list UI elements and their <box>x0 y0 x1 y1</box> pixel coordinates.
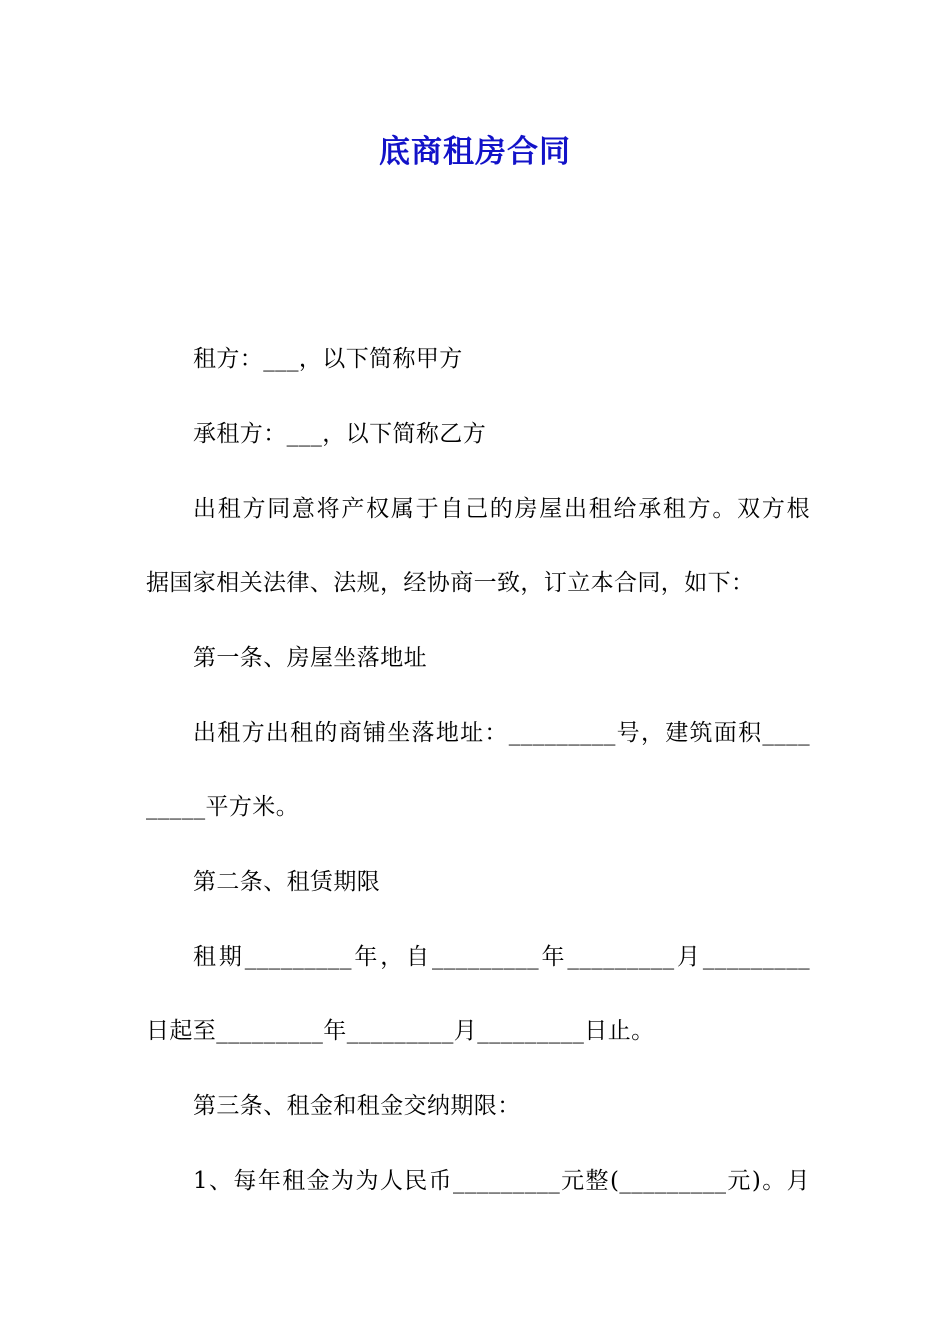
article-3-rent-line-1: 1、每年租金为为人民币_________元整(_________元)。月 <box>193 1168 810 1194</box>
paragraph-lessee: 承租方：___，以下简称乙方 <box>193 421 487 447</box>
article-1-address-line-1: 出租方出租的商铺坐落地址：_________号，建筑面积____ <box>193 720 810 746</box>
article-2-term-line-1: 租期_________年，自_________年_________月_________ <box>193 944 810 970</box>
paragraph-agreement-line-2: 据国家相关法律、法规，经协商一致，订立本合同，如下： <box>146 570 755 596</box>
paragraph-agreement-line-1: 出租方同意将产权属于自己的房屋出租给承租方。双方根 <box>193 496 810 522</box>
article-1-heading: 第一条、房屋坐落地址 <box>193 645 427 671</box>
article-3-heading: 第三条、租金和租金交纳期限： <box>193 1093 521 1119</box>
paragraph-lessor: 租方：___，以下简称甲方 <box>193 346 463 372</box>
document-title: 底商租房合同 <box>379 134 571 170</box>
article-2-heading: 第二条、租赁期限 <box>193 869 381 895</box>
article-2-term-line-2: 日起至_________年_________月_________日止。 <box>146 1018 655 1044</box>
article-1-address-line-2: _____平方米。 <box>146 794 300 820</box>
